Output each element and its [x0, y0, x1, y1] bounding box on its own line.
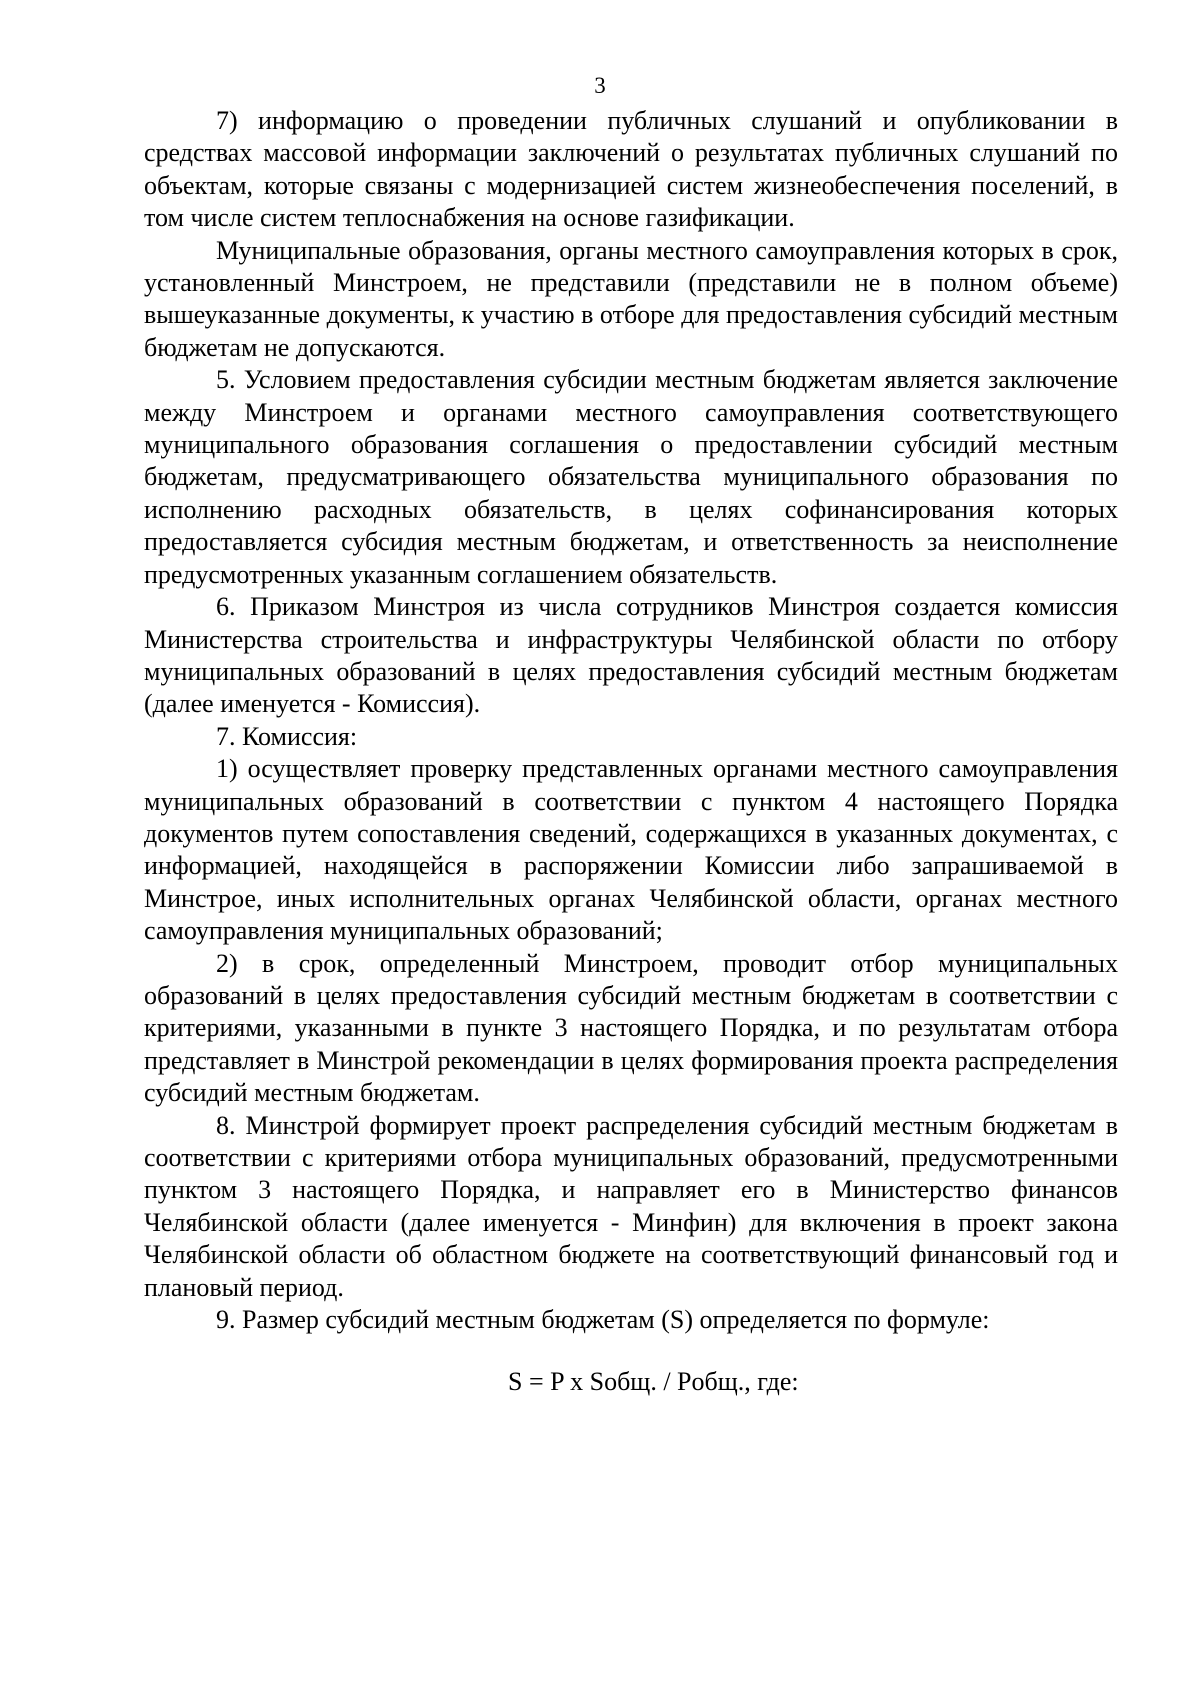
paragraph-not-admitted: Муниципальные образования, органы местного самоуправления которых в срок, установленный Минстроем, не представили (представили не в полном объеме) вышеуказанные документы, к участию в отборе для предоставления субсидий местным бюджетам не допускаются. — [144, 235, 1118, 362]
paragraph-7-commission: 7. Комиссия: — [216, 721, 358, 751]
paragraph-9-formula-intro: 9. Размер субсидий местным бюджетам (S) определяется по формуле: — [216, 1305, 990, 1335]
paragraph-7-1-verification: 1) осуществляет проверку представленных органами местного самоуправления муниципальных образований в соответствии с пунктом 4 настоящего Порядка документов путем сопоставления сведений, содержащихся в указанных документах, с информацией, находящейся в распоряжении Комиссии либо запрашиваемой в Минстрое, иных исполнительных органах Челябинской области, органах местного самоуправления муниципальных образований; — [144, 754, 1118, 946]
paragraph-item-7-information: 7) информацию о проведении публичных слушаний и опубликовании в средствах массовой информации заключений о результатах публичных слушаний по объектам, которые связаны с модернизацией систем жизнеобеспечения поселений, в том числе систем теплоснабжения на основе газификации. — [144, 106, 1118, 233]
subsidy-formula: S = P x Sобщ. / Pобщ., где: — [508, 1367, 799, 1397]
paragraph-5-condition: 5. Условием предоставления субсидии местным бюджетам является заключение между Минстроем и органами местного самоуправления соответствующего муниципального образования соглашения о предоставлении субсидий местным бюджетам, предусматривающего обязательства муниципального образования по исполнению расходных обязательств, в целях софинансирования которых предоставляется субсидия местным бюджетам, и ответственность за неисполнение предусмотренных указанным соглашением обязательств. — [144, 365, 1118, 589]
paragraph-8-distribution: 8. Минстрой формирует проект распределения субсидий местным бюджетам в соответствии с критериями отбора муниципальных образований, предусмотренными пунктом 3 настоящего Порядка, и направляет его в Министерство финансов Челябинской области (далее именуется - Минфин) для включения в проект закона Челябинской области об областном бюджете на соответствующий финансовый год и плановый период. — [144, 1110, 1118, 1302]
paragraph-6-commission-created: 6. Приказом Минстроя из числа сотрудников Минстроя создается комиссия Министерства строительства и инфраструктуры Челябинской области по отбору муниципальных образований в целях предоставления субсидий местным бюджетам (далее именуется - Комиссия). — [144, 592, 1118, 719]
paragraph-7-2-selection: 2) в срок, определенный Минстроем, проводит отбор муниципальных образований в целях предоставления субсидий местным бюджетам в соответствии с критериями, указанными в пункте 3 настоящего Порядка, и по результатам отбора представляет в Минстрой рекомендации в целях формирования проекта распределения субсидий местным бюджетам. — [144, 948, 1118, 1108]
page-number: 3 — [594, 73, 606, 98]
document-body — [144, 105, 1118, 1399]
